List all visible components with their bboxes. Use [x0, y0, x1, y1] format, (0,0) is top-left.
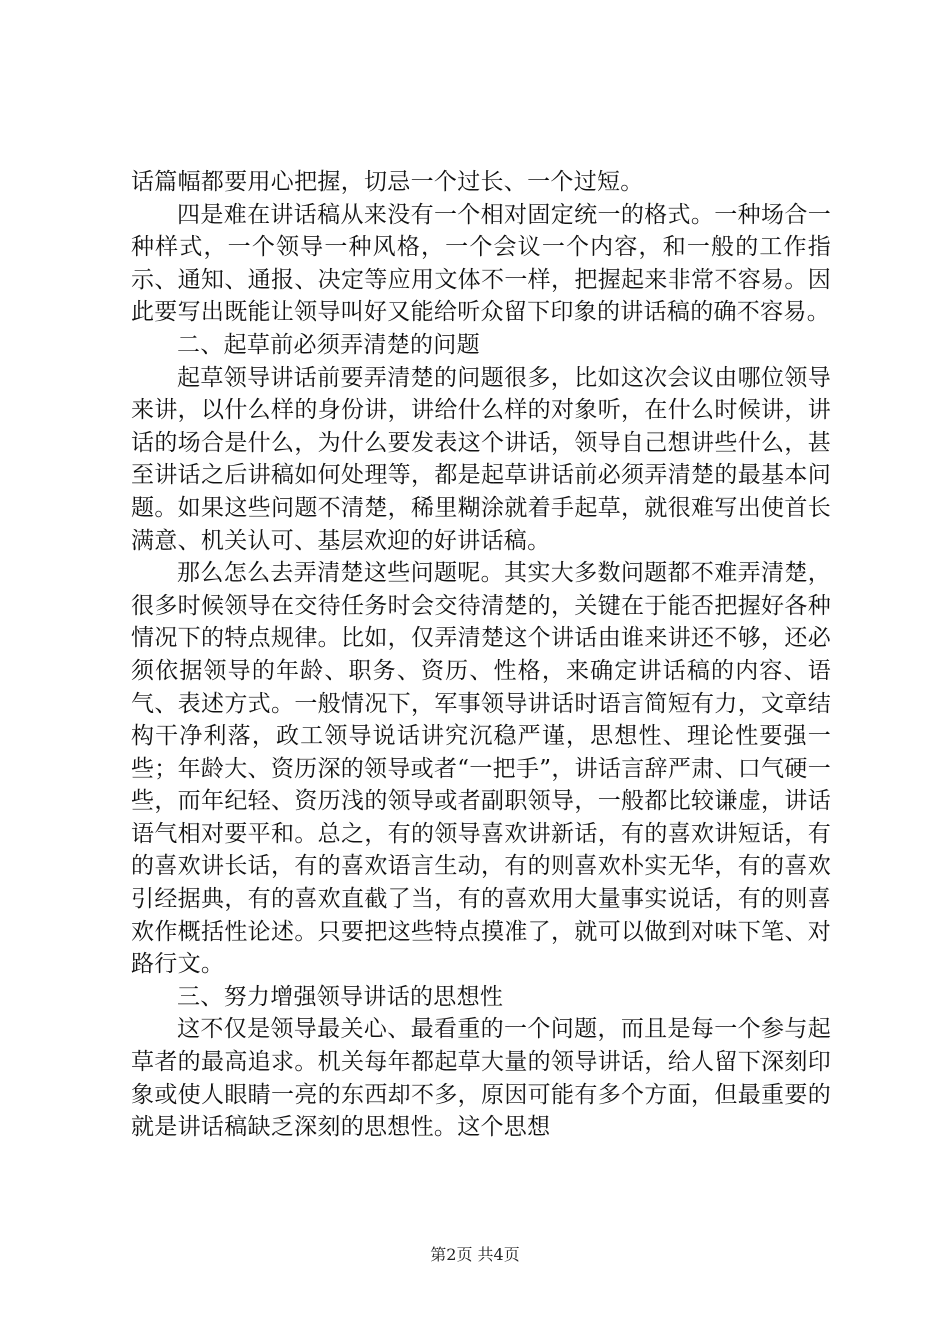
page-number: 第2页 共4页: [430, 1245, 520, 1264]
section-heading-3: 三、努力增强领导讲话的思想性: [177, 983, 504, 1010]
paragraph-format-difficulty: 四是难在讲话稿从来没有一个相对固定统一的格式。一种场合一种样式，一个领导一种风格，一个会议一个内容，和一般的工作指示、通知、通报、决定等应用文体不一样，把握起来非常不容易。因此要写出既能让领导叫好又能给听众留下印象的讲话稿的确不容易。: [131, 201, 831, 326]
document-body: [131, 166, 831, 1144]
section-heading-2: 二、起草前必须弄清楚的问题: [177, 331, 480, 358]
paragraph-clarify: 那么怎么去弄清楚这些问题呢。其实大多数问题都不难弄清楚，很多时候领导在交待任务时会交待清楚的，关键在于能否把握好各种情况下的特点规律。比如，仅弄清楚这个讲话由谁来讲还不够，还必须依据领导的年龄、职务、资历、性格，来确定讲话稿的内容、语气、表述方式。一般情况下，军事领导讲话时语言简短有力，文章结构干净利落，政工领导说话讲究沉稳严谨，思想性、理论性要强一些；年龄大、资历深的领导或者“一把手”，讲话言辞严肃、口气硬一些，而年纪轻、资历浅的领导或者副职领导，一般都比较谦虚，讲话语气相对要平和。总之，有的领导喜欢讲新话，有的喜欢讲短话，有的喜欢讲长话，有的喜欢语言生动，有的则喜欢朴实无华，有的喜欢引经据典，有的喜欢直截了当，有的喜欢用大量事实说话，有的则喜欢作概括性论述。只要把这些特点摸准了，就可以做到对味下笔、对路行文。: [131, 560, 831, 978]
paragraph-questions: 起草领导讲话前要弄清楚的问题很多，比如这次会议由哪位领导来讲，以什么样的身份讲，讲给什么样的对象听，在什么时候讲，讲话的场合是什么，为什么要发表这个讲话，领导自己想讲些什么，甚至讲话之后讲稿如何处理等，都是起草讲话前必须弄清楚的最基本问题。如果这些问题不清楚，稀里糊涂就着手起草，就很难写出使首长满意、机关认可、基层欢迎的好讲话稿。: [131, 364, 831, 554]
paragraph-thought: 这不仅是领导最关心、最看重的一个问题，而且是每一个参与起草者的最高追求。机关每年都起草大量的领导讲话，给人留下深刻印象或使人眼睛一亮的东西却不多，原因可能有多个方面，但最重要的就是讲话稿缺乏深刻的思想性。这个思想: [131, 1016, 831, 1141]
paragraph-continuation: 话篇幅都要用心把握，切忌一个过长、一个过短。: [131, 169, 644, 195]
